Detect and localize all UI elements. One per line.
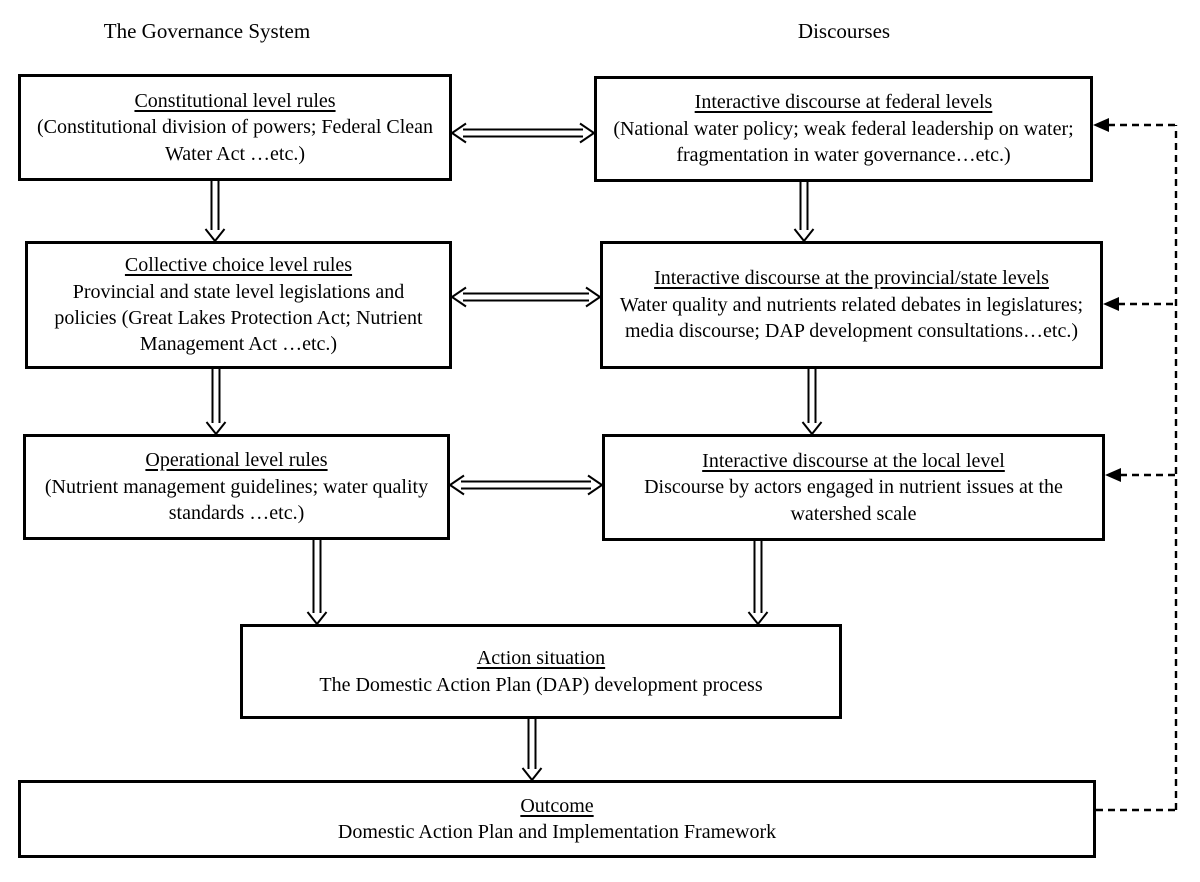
box-action-situation [240,624,842,719]
box-body-action: The Domestic Action Plan (DAP) development process [319,673,763,696]
down-arrow-action-to-outcome [523,719,542,780]
down-arrow-provincial-to-local [803,369,822,434]
box-title-outcome: Outcome [520,794,594,817]
box-title-provincial: Interactive discourse at the provincial/state levels [654,267,1049,290]
box-interactive-discourse-local [602,434,1105,541]
box-title-federal: Interactive discourse at federal levels [694,91,993,114]
box-outcome [18,780,1096,858]
box-body-provincial: Water quality and nutrients related debates in legislatures; media discourse; DAP development consultations…etc.) [619,293,1084,343]
box-body-federal: (National water policy; weak federal leadership on water; fragmentation in water governance…etc.) [613,117,1074,167]
box-operational-level-rules [23,434,450,540]
double-arrow-operational-local [450,476,602,495]
down-arrow-federal-to-provincial [795,182,814,241]
box-title-operational: Operational level rules [145,449,328,472]
box-title-constitutional: Constitutional level rules [134,89,336,112]
down-arrow-operational-to-action [308,540,327,624]
box-body-collective: Provincial and state level legislations and policies (Great Lakes Protection Act; Nutrient Management Act …etc.) [54,280,423,356]
box-constitutional-level-rules [18,74,452,181]
box-interactive-discourse-federal [594,76,1093,182]
box-title-action: Action situation [476,647,606,670]
box-title-collective: Collective choice level rules [124,254,353,277]
box-body-constitutional: (Constitutional division of powers; Federal Clean Water Act …etc.) [36,116,434,165]
double-arrow-collective-provincial [452,288,600,307]
feedback-dashed-line [1096,125,1176,810]
box-title-local: Interactive discourse at the local level [702,449,1005,472]
box-body-operational: (Nutrient management guidelines; water quality standards …etc.) [44,475,429,525]
box-body-local: Discourse by actors engaged in nutrient issues at the watershed scale [644,476,1063,525]
feedback-arrow-to-provincial [1103,297,1176,311]
column-header-discourses: Discourses [797,19,891,43]
box-body-outcome: Domestic Action Plan and Implementation Framework [337,821,777,843]
column-header-governance-system: The Governance System [103,19,311,43]
down-arrow-local-to-action [749,541,768,624]
down-arrow-constitutional-to-collective [206,181,225,241]
box-collective-choice-level-rules [25,241,452,369]
box-interactive-discourse-provincial-state [600,241,1103,369]
down-arrow-collective-to-operational [207,369,226,434]
feedback-arrow-to-federal [1093,118,1176,132]
feedback-arrow-to-local [1105,468,1176,482]
double-arrow-constitutional-federal [452,124,594,143]
